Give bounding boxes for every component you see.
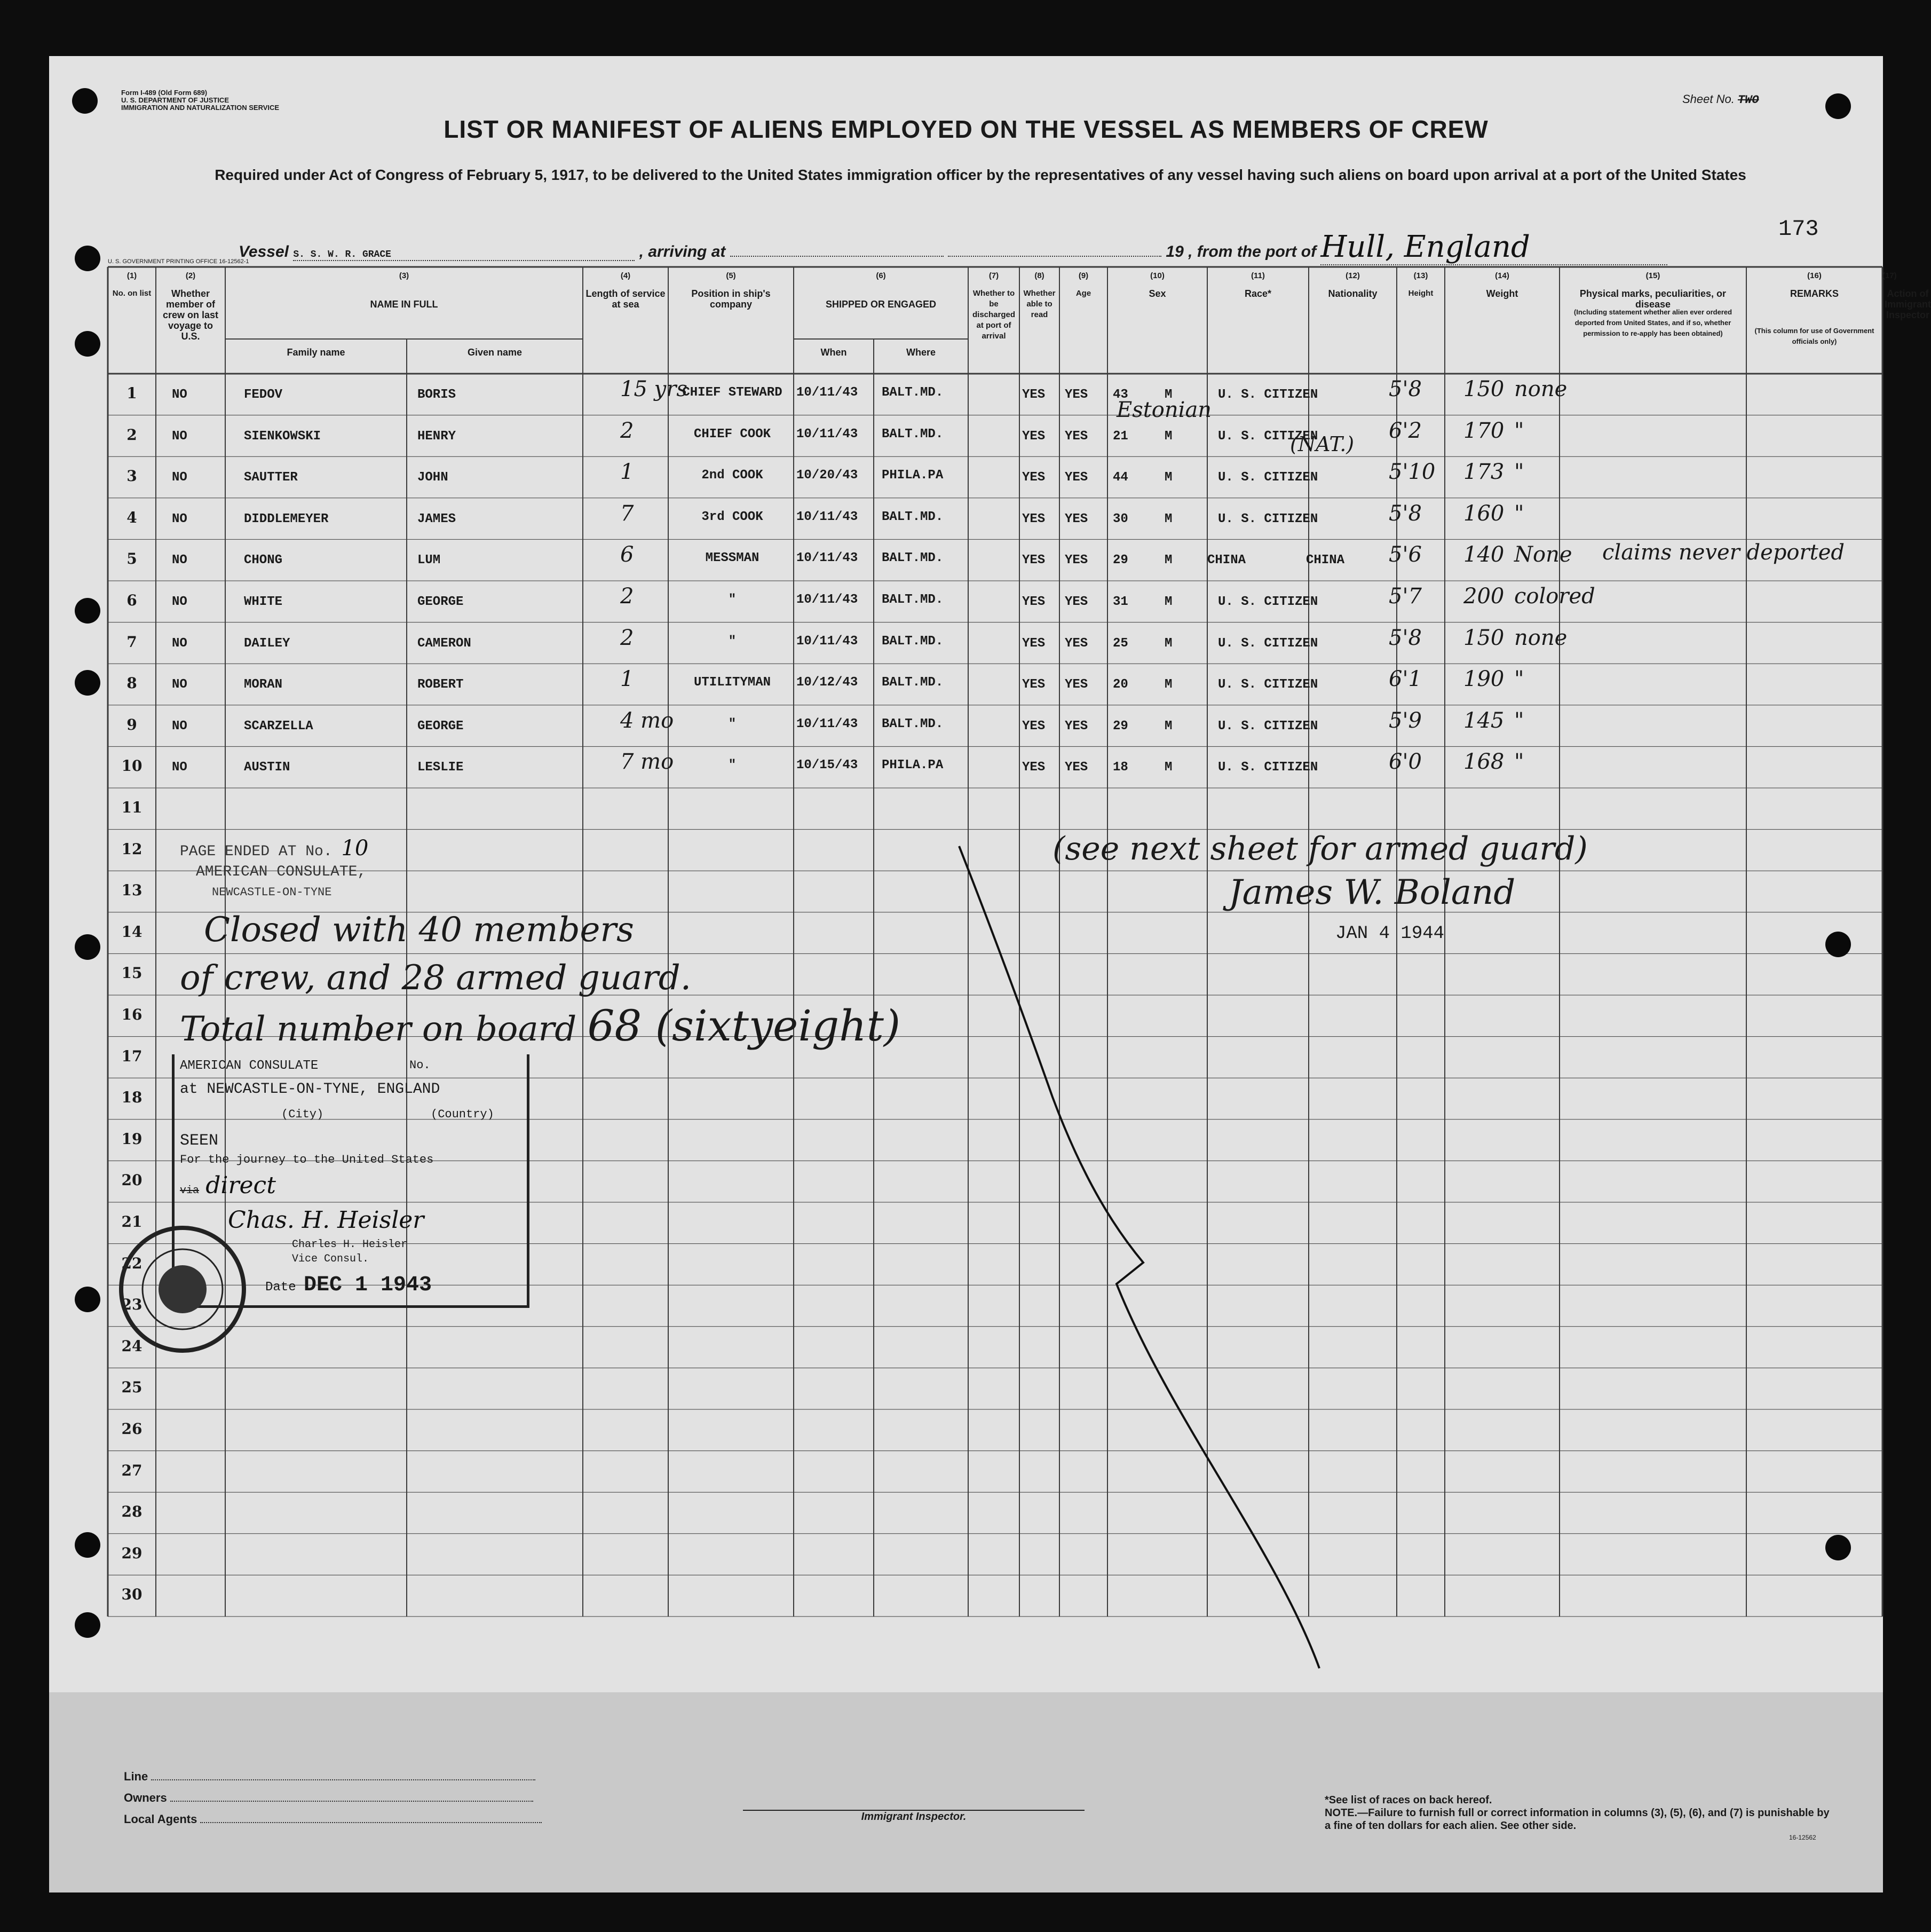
column-header: SHIPPED OR ENGAGED	[825, 299, 937, 310]
crew-able-read: YES	[1065, 511, 1088, 526]
row-number: 20	[121, 1171, 143, 1189]
crew-position: 2nd COOK	[701, 468, 763, 483]
crew-discharge: YES	[1022, 511, 1046, 526]
stamp-location: at NEWCASTLE-ON-TYNE, ENGLAND	[180, 1081, 440, 1098]
stamp-via: via direct	[180, 1172, 276, 1199]
crew-age: 31	[1113, 595, 1128, 609]
inspector-signature: James W. Boland	[1229, 873, 1516, 912]
page-subtitle: Required under Act of Congress of February 5, 1917, to be delivered to the United States immigration officer by the representatives of any vessel having such aliens on board upon arrival at a port of the United States	[215, 167, 1746, 183]
service: IMMIGRATION AND NATURALIZATION SERVICE	[121, 104, 280, 112]
see-next-note: (see next sheet for armed guard)	[1052, 830, 1588, 868]
stamp-title: AMERICAN CONSULATE	[180, 1059, 319, 1073]
crew-shipped-where: PHILA.PA	[882, 468, 944, 483]
crew-shipped-when: 10/11/43	[796, 551, 858, 566]
from-port-value: Hull, England	[1320, 230, 1667, 265]
row-number: 17	[121, 1047, 143, 1065]
crew-last-voyage: NO	[172, 511, 187, 526]
crew-last-voyage: NO	[172, 388, 187, 402]
crew-race: U. S. CITIZEN	[1218, 719, 1318, 734]
printing-office: U. S. GOVERNMENT PRINTING OFFICE 16-12562-1	[108, 258, 249, 265]
row-number: 14	[121, 922, 143, 941]
crew-position: 3rd COOK	[701, 509, 763, 524]
crew-service: 15 yrs	[620, 377, 687, 401]
binder-hole	[75, 331, 100, 357]
column-header: No. on list	[112, 289, 152, 298]
date-stamp: JAN 4 1944	[1335, 924, 1445, 944]
crew-weight: 200	[1463, 584, 1505, 609]
crew-height: 6'0	[1389, 750, 1422, 775]
crew-service: 7	[620, 501, 634, 526]
row-number: 28	[121, 1503, 143, 1521]
crew-sex: M	[1165, 470, 1173, 485]
crew-sex: M	[1165, 719, 1173, 734]
crew-age: 43	[1113, 388, 1128, 402]
crew-service: 2	[620, 418, 634, 443]
column-number: (17)	[1882, 271, 1897, 280]
crew-race: U. S. CITIZEN	[1218, 470, 1318, 485]
row-number: 1	[126, 384, 137, 402]
crew-shipped-where: BALT.MD.	[882, 675, 944, 690]
crew-height: 6'1	[1389, 667, 1422, 692]
crew-height: 5'8	[1389, 501, 1422, 526]
footer	[49, 1692, 1883, 1892]
crew-position: MESSMAN	[705, 551, 759, 566]
consulate-stamp: AMERICAN CONSULATE No. at NEWCASTLE-ON-TYNE, ENGLAND (City) (Country) SEEN For the journey to the United States via direct Chas. H. Heisler Charles H. Heisler Vice Consul. Date DEC 1 1943	[172, 1054, 529, 1308]
footer-agents: Local Agents	[124, 1812, 542, 1826]
remarks-note: (Including statement whether alien ever ordered deported from United States, and if so, whether permission to re-apply has been obtained)	[1573, 308, 1732, 337]
crew-sex: M	[1165, 388, 1173, 402]
crew-able-read: YES	[1065, 677, 1088, 692]
column-number: (1)	[126, 271, 137, 280]
column-number: (16)	[1807, 271, 1822, 280]
crew-marks: none	[1514, 625, 1568, 650]
arriving-label: , arriving at	[639, 243, 726, 261]
where-header: Where	[906, 347, 936, 358]
crew-able-read: YES	[1065, 553, 1088, 568]
row-number: 8	[126, 674, 137, 692]
column-number: (14)	[1495, 271, 1509, 280]
binder-hole	[1825, 1535, 1851, 1560]
row-number: 9	[126, 715, 137, 734]
column-number: (5)	[726, 271, 736, 280]
crew-shipped-when: 10/11/43	[796, 634, 858, 649]
crew-able-read: YES	[1065, 470, 1088, 485]
binder-hole	[75, 934, 100, 960]
crew-sex: M	[1165, 595, 1173, 609]
footer-owners: Owners	[124, 1791, 533, 1805]
crew-family-name: AUSTIN	[244, 760, 290, 775]
crew-last-voyage: NO	[172, 760, 187, 775]
row-number: 6	[126, 592, 137, 609]
crew-height: 5'6	[1389, 542, 1422, 567]
crew-position: CHIEF STEWARD	[682, 385, 782, 400]
column-header: Nationality	[1328, 288, 1378, 299]
crew-sex: M	[1165, 511, 1173, 526]
row-number: 10	[121, 757, 143, 775]
stamp-date: Date DEC 1 1943	[265, 1273, 432, 1297]
column-header: Physical marks, peculiarities, or disease	[1579, 288, 1727, 310]
crew-weight: 150	[1463, 377, 1505, 401]
crew-shipped-where: BALT.MD.	[882, 551, 944, 566]
row-number: 19	[121, 1130, 143, 1148]
crew-given-name: BORIS	[417, 388, 456, 402]
crew-position: "	[728, 716, 737, 731]
column-header: Whether member of crew on last voyage to U.S.	[162, 288, 219, 342]
crew-discharge: YES	[1022, 719, 1046, 734]
crew-race: U. S. CITIZEN	[1218, 595, 1318, 609]
family-name-header: Family name	[287, 347, 345, 358]
crew-shipped-when: 10/12/43	[796, 675, 858, 690]
row-number: 18	[121, 1089, 143, 1107]
crew-shipped-when: 10/15/43	[796, 758, 858, 773]
crew-service: 7 mo	[620, 750, 674, 775]
crew-given-name: JAMES	[417, 511, 456, 526]
crew-position: "	[728, 758, 737, 773]
crew-shipped-where: PHILA.PA	[882, 758, 944, 773]
crew-weight: 190	[1463, 667, 1505, 692]
crew-position: CHIEF COOK	[693, 427, 771, 441]
column-header: Age	[1075, 289, 1091, 298]
crew-marks: "	[1514, 750, 1524, 775]
crew-height: 5'10	[1389, 460, 1436, 485]
crew-shipped-where: BALT.MD.	[882, 593, 944, 607]
crew-remarks: claims never deported	[1602, 540, 1845, 565]
column-number: (3)	[399, 271, 409, 280]
crew-weight: 160	[1463, 501, 1505, 526]
crew-given-name: ROBERT	[417, 677, 464, 692]
column-header: Sex	[1149, 288, 1166, 299]
row-number: 5	[126, 550, 137, 568]
row-number: 25	[121, 1378, 143, 1397]
row-number: 3	[126, 467, 137, 485]
footer-line: Line	[124, 1770, 535, 1784]
crew-shipped-when: 10/11/43	[796, 716, 858, 731]
crew-height: 6'2	[1389, 418, 1422, 443]
column-number: (8)	[1034, 271, 1044, 280]
binder-hole	[75, 1612, 100, 1638]
crew-marks: None	[1514, 542, 1572, 567]
crew-given-name: JOHN	[417, 470, 448, 485]
crew-race: CHINA	[1207, 553, 1246, 568]
crew-able-read: YES	[1065, 429, 1088, 444]
crew-sex: M	[1165, 429, 1173, 444]
row-number: 12	[121, 840, 143, 858]
row-number: 16	[121, 1006, 143, 1023]
crew-service: 1	[620, 667, 634, 692]
row-number: 21	[121, 1213, 143, 1231]
row-number: 7	[126, 633, 137, 651]
column-number: (11)	[1251, 271, 1265, 280]
note-line-2: of crew, and 28 armed guard.	[180, 958, 692, 998]
manifest-sheet	[49, 56, 1931, 1892]
crew-marks: "	[1514, 418, 1524, 443]
crew-last-voyage: NO	[172, 636, 187, 651]
crew-height: 5'8	[1389, 625, 1422, 650]
crew-discharge: YES	[1022, 470, 1046, 485]
crew-family-name: CHONG	[244, 553, 283, 568]
crew-age: 30	[1113, 511, 1128, 526]
crew-given-name: GEORGE	[417, 595, 464, 609]
row-number: 29	[121, 1544, 143, 1562]
crew-shipped-where: BALT.MD.	[882, 427, 944, 441]
crew-given-name: GEORGE	[417, 719, 464, 734]
binder-hole	[75, 670, 100, 696]
crew-marks: colored	[1514, 584, 1595, 609]
crew-age: 21	[1113, 429, 1128, 444]
crew-race: U. S. CITIZEN	[1218, 511, 1318, 526]
crew-discharge: YES	[1022, 429, 1046, 444]
crew-position: UTILITYMAN	[693, 675, 771, 690]
from-port-label: , from the port of	[1188, 243, 1317, 261]
row-number: 27	[121, 1461, 143, 1479]
page-number: 173	[1778, 216, 1819, 242]
binder-hole	[75, 598, 100, 624]
binder-hole	[1825, 93, 1851, 119]
page-title: LIST OR MANIFEST OF ALIENS EMPLOYED ON THE VESSEL AS MEMBERS OF CREW	[444, 115, 1489, 143]
column-number: (6)	[876, 271, 886, 280]
crew-age: 29	[1113, 553, 1128, 568]
crew-family-name: DIDDLEMEYER	[244, 511, 329, 526]
column-header: Weight	[1486, 288, 1518, 299]
crew-shipped-when: 10/11/43	[796, 593, 858, 607]
column-header: NAME IN FULL	[370, 299, 438, 310]
crew-height: 5'9	[1389, 708, 1422, 733]
vessel-value: S. S. W. R. GRACE	[293, 249, 635, 261]
column-header: Height	[1408, 289, 1434, 298]
pen-stroke	[49, 56, 1883, 1692]
crew-race: U. S. CITIZEN	[1218, 388, 1318, 402]
column-number: (7)	[988, 271, 999, 280]
crew-race: U. S. CITIZEN	[1218, 677, 1318, 692]
sheet-number: Sheet No. TWO	[1682, 92, 1759, 107]
crew-discharge: YES	[1022, 677, 1046, 692]
crew-sex: M	[1165, 760, 1173, 775]
crew-weight: 145	[1463, 708, 1505, 733]
crew-family-name: WHITE	[244, 595, 283, 609]
form-number: Form I-489 (Old Form 689)	[121, 89, 208, 97]
footer-notes: *See list of races on back hereof. NOTE.—Failure to furnish full or correct information in columns (3), (5), (6), and (7) is punishable by a fine of ten dollars for each alien. See other side.	[1325, 1794, 1830, 1832]
crew-service: 1	[620, 460, 634, 485]
crew-marks: "	[1514, 501, 1524, 526]
when-header: When	[820, 347, 847, 358]
row-number: 30	[121, 1586, 143, 1604]
row-number: 24	[121, 1337, 143, 1355]
crew-family-name: SAUTTER	[244, 470, 298, 485]
column-header: Race*	[1244, 288, 1272, 299]
column-number: (9)	[1078, 271, 1089, 280]
crew-discharge: YES	[1022, 595, 1046, 609]
action-note: (This column for use of Government officials only)	[1754, 327, 1874, 345]
crew-last-voyage: NO	[172, 595, 187, 609]
crew-service: 2	[620, 584, 634, 609]
year-label: 19	[1166, 243, 1184, 261]
crew-last-voyage: NO	[172, 553, 187, 568]
vessel-label: Vessel	[239, 243, 289, 261]
crew-given-name: HENRY	[417, 429, 456, 444]
crew-discharge: YES	[1022, 760, 1046, 775]
binder-hole	[72, 88, 98, 114]
crew-shipped-when: 10/11/43	[796, 385, 858, 400]
crew-weight: 173	[1463, 460, 1505, 485]
binder-hole	[75, 1287, 100, 1312]
nat-annotation: (NAT.)	[1290, 432, 1355, 456]
crew-able-read: YES	[1065, 595, 1088, 609]
column-header: REMARKS	[1790, 288, 1839, 299]
crew-shipped-where: BALT.MD.	[882, 509, 944, 524]
note-line-3: Total number on board 68 (sixtyeight)	[180, 1001, 901, 1051]
crew-last-voyage: NO	[172, 429, 187, 444]
row-number: 11	[121, 799, 143, 816]
crew-family-name: DAILEY	[244, 636, 290, 651]
crew-family-name: SIENKOWSKI	[244, 429, 321, 444]
column-header: Position in ship's company	[691, 288, 771, 310]
crew-shipped-when: 10/11/43	[796, 509, 858, 524]
column-number: (10)	[1150, 271, 1165, 280]
column-number: (4)	[620, 271, 631, 280]
estonian-annotation: Estonian	[1117, 398, 1212, 422]
crew-given-name: CAMERON	[417, 636, 471, 651]
column-header: Action of Immigrant Inspector	[1885, 288, 1931, 320]
binder-hole	[1825, 932, 1851, 957]
crew-marks: "	[1514, 708, 1524, 733]
crew-shipped-where: BALT.MD.	[882, 634, 944, 649]
crew-weight: 140	[1463, 542, 1505, 567]
crew-age: 29	[1113, 719, 1128, 734]
crew-marks: "	[1514, 460, 1524, 485]
crew-sex: M	[1165, 636, 1173, 651]
crew-marks: "	[1514, 667, 1524, 692]
row-number: 23	[121, 1296, 143, 1314]
crew-nationality: CHINA	[1306, 553, 1345, 568]
crew-race: U. S. CITIZEN	[1218, 636, 1318, 651]
stamp-seen: SEEN	[180, 1132, 219, 1150]
crew-race: U. S. CITIZEN	[1218, 760, 1318, 775]
crew-marks: none	[1514, 377, 1568, 401]
column-header: Whether able to read	[1023, 289, 1056, 319]
crew-shipped-when: 10/20/43	[796, 468, 858, 483]
crew-family-name: FEDOV	[244, 388, 283, 402]
crew-discharge: YES	[1022, 636, 1046, 651]
column-number: (15)	[1645, 271, 1660, 280]
column-number: (13)	[1413, 271, 1428, 280]
given-name-header: Given name	[467, 347, 523, 358]
footer-code: 16-12562	[1789, 1834, 1816, 1841]
crew-shipped-where: BALT.MD.	[882, 716, 944, 731]
column-number: (2)	[185, 271, 196, 280]
crew-shipped-when: 10/11/43	[796, 427, 858, 441]
row-number: 22	[121, 1254, 143, 1272]
crew-service: 2	[620, 625, 634, 650]
crew-height: 5'7	[1389, 584, 1422, 609]
crew-last-voyage: NO	[172, 677, 187, 692]
crew-age: 44	[1113, 470, 1128, 485]
crew-race: U. S. CITIZEN	[1218, 429, 1318, 444]
crew-age: 20	[1113, 677, 1128, 692]
crew-family-name: MORAN	[244, 677, 283, 692]
crew-weight: 170	[1463, 418, 1505, 443]
crew-last-voyage: NO	[172, 470, 187, 485]
crew-age: 18	[1113, 760, 1128, 775]
crew-sex: M	[1165, 677, 1173, 692]
crew-sex: M	[1165, 553, 1173, 568]
crew-weight: 168	[1463, 750, 1505, 775]
crew-discharge: YES	[1022, 388, 1046, 402]
crew-service: 6	[620, 542, 634, 567]
consul-signature: Chas. H. Heisler	[228, 1206, 424, 1234]
department: U. S. DEPARTMENT OF JUSTICE	[121, 96, 229, 104]
crew-service: 4 mo	[620, 708, 674, 733]
binder-hole	[75, 246, 100, 271]
crew-given-name: LESLIE	[417, 760, 464, 775]
crew-position: "	[728, 634, 737, 649]
page-ended-stamp: PAGE ENDED AT No. 10 AMERICAN CONSULATE, NEWCASTLE-ON-TYNE	[180, 836, 369, 899]
crew-family-name: SCARZELLA	[244, 719, 313, 734]
crew-able-read: YES	[1065, 636, 1088, 651]
row-number: 26	[121, 1420, 143, 1438]
crew-shipped-where: BALT.MD.	[882, 385, 944, 400]
crew-last-voyage: NO	[172, 719, 187, 734]
crew-discharge: YES	[1022, 553, 1046, 568]
row-number: 13	[121, 881, 143, 900]
crew-able-read: YES	[1065, 719, 1088, 734]
inspector-line: Immigrant Inspector.	[743, 1810, 1085, 1823]
crew-position: "	[728, 593, 737, 607]
row-number: 15	[121, 964, 143, 982]
crew-able-read: YES	[1065, 388, 1088, 402]
column-header: Whether to be discharged at port of arrival	[972, 289, 1016, 341]
crew-height: 5'8	[1389, 377, 1422, 401]
crew-age: 25	[1113, 636, 1128, 651]
crew-weight: 150	[1463, 625, 1505, 650]
binder-hole	[75, 1532, 100, 1558]
row-number: 4	[126, 508, 137, 526]
crew-given-name: LUM	[417, 553, 441, 568]
column-number: (12)	[1346, 271, 1360, 280]
note-line-1: Closed with 40 members	[204, 910, 634, 950]
column-header: Length of service at sea	[585, 288, 666, 310]
row-number: 2	[126, 425, 137, 444]
crew-able-read: YES	[1065, 760, 1088, 775]
